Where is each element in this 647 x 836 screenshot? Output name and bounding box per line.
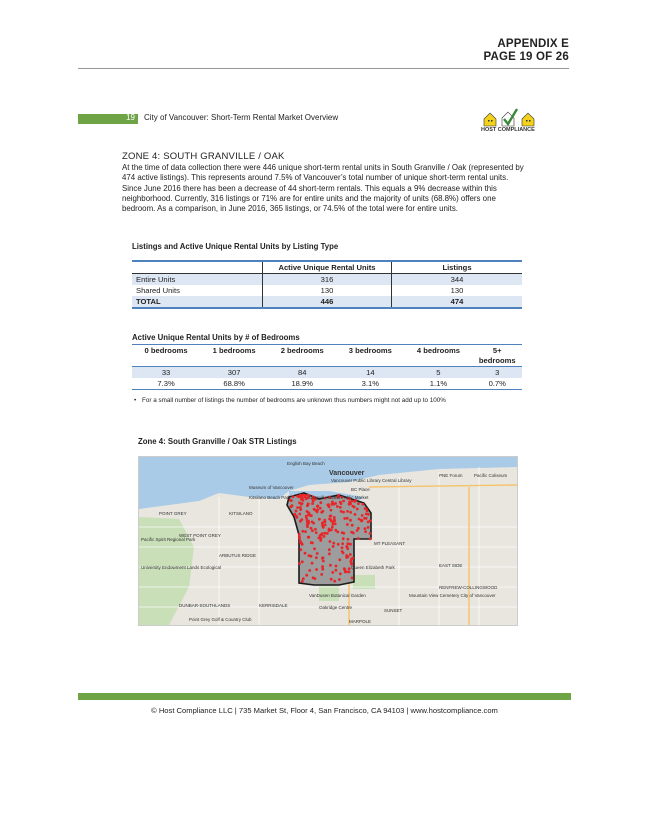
listing-point bbox=[311, 542, 314, 545]
listing-point bbox=[290, 505, 293, 508]
listing-point bbox=[342, 500, 345, 503]
table-row bbox=[132, 367, 522, 379]
listing-point bbox=[311, 529, 314, 532]
listing-point bbox=[305, 574, 308, 577]
listing-point bbox=[335, 565, 338, 568]
listing-point bbox=[304, 494, 307, 497]
listing-point bbox=[307, 502, 310, 505]
map-label: DUNBAR-SOUTHLANDS bbox=[179, 603, 231, 608]
units-cell: 446 bbox=[263, 296, 392, 308]
map-label: VanDusen Botanical Garden bbox=[309, 593, 366, 598]
listing-point bbox=[320, 573, 323, 576]
percent-cell: 3.1% bbox=[336, 378, 404, 390]
listing-point bbox=[301, 560, 304, 563]
listing-point bbox=[312, 576, 315, 579]
listing-point bbox=[292, 495, 295, 498]
map-label: MARPOLE bbox=[349, 619, 372, 624]
listing-point bbox=[342, 537, 345, 540]
map-label: KERRISDALE bbox=[259, 603, 288, 608]
zone-paragraph: At the time of data collection there were 446 unique short-term rental units in South Granville / Oak (represented by 474 active listings). This represents around 7.5% of Vancouver’s total number of unique short-term rental units. Since June 2016 there has been a decrease of 44 short-term rentals. This equals a 9% decrease within this neighborhood. Currently, 316 listings or 71% are for entire units and the majority of units (68.8%) offers one bedroom. As a comparison, in June 2016, 365 listings, or 74.5% of the total were for entire units. bbox=[122, 163, 524, 214]
listing-point bbox=[333, 518, 336, 521]
listing-point bbox=[360, 520, 363, 523]
listing-point bbox=[336, 505, 339, 508]
listing-point bbox=[342, 511, 345, 514]
listing-point bbox=[351, 500, 354, 503]
listing-point bbox=[346, 547, 349, 550]
listing-point bbox=[320, 511, 323, 514]
listing-point bbox=[304, 552, 307, 555]
table-header-cell: 1 bedrooms bbox=[212, 346, 256, 355]
listing-point bbox=[337, 543, 340, 546]
listing-point bbox=[351, 577, 354, 580]
table-row bbox=[132, 274, 522, 286]
count-cell: 14 bbox=[336, 367, 404, 379]
listing-point bbox=[295, 510, 298, 513]
listing-point bbox=[367, 526, 370, 529]
listing-point bbox=[313, 547, 316, 550]
listing-point bbox=[369, 532, 372, 535]
listing-point bbox=[352, 505, 355, 508]
listing-point bbox=[341, 531, 344, 534]
listings-cell: 474 bbox=[392, 296, 523, 308]
footer-text: © Host Compliance LLC | 735 Market St, Floor 4, San Francisco, CA 94103 | www.hostcompliance.com bbox=[151, 706, 498, 715]
listing-point bbox=[322, 556, 325, 559]
bedroom-footnote bbox=[134, 397, 522, 405]
listing-point bbox=[362, 503, 365, 506]
listing-point bbox=[306, 525, 309, 528]
listing-point bbox=[302, 499, 305, 502]
bedroom-table bbox=[132, 344, 522, 390]
map-label: SUNSET bbox=[384, 608, 403, 613]
map-label: KITSILANO bbox=[229, 511, 253, 516]
listing-point bbox=[322, 560, 325, 563]
str-listings-map[interactable] bbox=[138, 456, 518, 626]
listing-point bbox=[315, 531, 318, 534]
listing-point bbox=[350, 561, 353, 564]
listing-point bbox=[321, 565, 324, 568]
listing-point bbox=[299, 506, 302, 509]
percent-cell: 7.3% bbox=[132, 378, 200, 390]
listing-point bbox=[349, 553, 352, 556]
listing-point bbox=[339, 501, 342, 504]
map-label: Kitsilano Beach Park bbox=[249, 495, 291, 500]
footer-bar bbox=[78, 693, 571, 700]
listing-point bbox=[308, 536, 311, 539]
listing-point bbox=[343, 567, 346, 570]
listing-point bbox=[346, 510, 349, 513]
listing-point bbox=[361, 514, 364, 517]
listing-point bbox=[302, 577, 305, 580]
listing-point bbox=[310, 527, 313, 530]
table-row bbox=[132, 285, 522, 296]
table-header-cell: Listings bbox=[392, 261, 523, 274]
top-divider bbox=[78, 68, 569, 69]
units-cell: 316 bbox=[263, 274, 392, 286]
table-row bbox=[132, 378, 522, 390]
listing-point bbox=[364, 530, 367, 533]
listing-point bbox=[321, 522, 324, 525]
listing-point bbox=[332, 503, 335, 506]
map-label: Museum of Vancouver bbox=[249, 485, 294, 490]
listing-point bbox=[326, 532, 329, 535]
listing-point bbox=[304, 530, 307, 533]
listing-point bbox=[338, 558, 341, 561]
listing-point bbox=[324, 520, 327, 523]
listing-point bbox=[308, 569, 311, 572]
listing-point bbox=[329, 540, 332, 543]
table-header-cell bbox=[132, 261, 263, 274]
table-header-cell: 5+ bedrooms bbox=[478, 346, 516, 365]
table-header-row bbox=[132, 345, 522, 367]
listing-point bbox=[347, 538, 350, 541]
listing-point bbox=[324, 524, 327, 527]
listing-point bbox=[365, 513, 368, 516]
listing-point bbox=[356, 508, 359, 511]
listing-point bbox=[338, 578, 341, 581]
listing-point bbox=[346, 517, 349, 520]
listing-point bbox=[319, 501, 322, 504]
table-header-row bbox=[132, 261, 522, 274]
map-label: Oakridge Centre bbox=[319, 605, 353, 610]
listing-point bbox=[328, 528, 331, 531]
listing-point bbox=[365, 508, 368, 511]
listing-point bbox=[314, 528, 317, 531]
count-cell: 33 bbox=[132, 367, 200, 379]
listing-point bbox=[296, 495, 299, 498]
listing-point bbox=[353, 500, 356, 503]
listing-point bbox=[311, 521, 314, 524]
listing-point bbox=[331, 526, 334, 529]
listing-point bbox=[327, 503, 330, 506]
listing-point bbox=[313, 508, 316, 511]
listings-cell: 344 bbox=[392, 274, 523, 286]
count-cell: 307 bbox=[200, 367, 268, 379]
map-label: Queen Elizabeth Park bbox=[351, 565, 395, 570]
count-cell: 5 bbox=[404, 367, 472, 379]
listing-point bbox=[298, 562, 301, 565]
map-label: BC Place bbox=[351, 487, 370, 492]
footnote-text: For a small number of listings the number of bedrooms are unknown thus numbers might not add up to 100% bbox=[142, 397, 446, 404]
listing-point bbox=[331, 523, 334, 526]
listing-point bbox=[311, 562, 314, 565]
listing-point bbox=[320, 537, 323, 540]
listing-point bbox=[332, 545, 335, 548]
listing-point bbox=[301, 543, 304, 546]
listing-point bbox=[332, 521, 335, 524]
table-header-cell: 2 bedrooms bbox=[280, 346, 324, 355]
page-number-bar bbox=[78, 114, 138, 124]
map-label: Pacific Coliseum bbox=[474, 473, 508, 478]
listing-point bbox=[335, 569, 338, 572]
bullet-icon: • bbox=[134, 397, 137, 404]
listing-point bbox=[346, 523, 349, 526]
listing-point bbox=[296, 516, 299, 519]
map-label: Mountain View Cemetery City of Vancouver bbox=[409, 593, 496, 598]
map-label: Vancouver bbox=[329, 470, 365, 477]
listing-point bbox=[351, 524, 354, 527]
listing-point bbox=[333, 580, 336, 583]
listing-point bbox=[296, 506, 299, 509]
listing-point bbox=[339, 506, 342, 509]
listings-cell: 130 bbox=[450, 286, 464, 295]
listing-point bbox=[348, 503, 351, 506]
listing-point bbox=[349, 543, 352, 546]
count-cell: 3 bbox=[472, 367, 522, 379]
listing-point bbox=[321, 568, 324, 571]
listing-point bbox=[357, 502, 360, 505]
percent-cell: 68.8% bbox=[200, 378, 268, 390]
listing-point bbox=[305, 516, 308, 519]
listing-point bbox=[354, 513, 357, 516]
listing-point bbox=[329, 564, 332, 567]
percent-cell: 1.1% bbox=[404, 378, 472, 390]
map-label: WEST POINT GREY bbox=[179, 533, 221, 538]
map-label: POINT GREY bbox=[159, 511, 187, 516]
listing-point bbox=[332, 542, 335, 545]
zone-heading: ZONE 4: SOUTH GRANVILLE / OAK bbox=[122, 151, 285, 162]
listing-point bbox=[357, 537, 360, 540]
listing-point bbox=[300, 518, 303, 521]
listing-point bbox=[367, 521, 370, 524]
listing-point bbox=[356, 529, 359, 532]
listing-point bbox=[324, 532, 327, 535]
listing-table-title: Listings and Active Unique Rental Units by Listing Type bbox=[132, 242, 339, 251]
listing-point bbox=[341, 550, 344, 553]
map-label: Point Grey Golf & Country Club bbox=[189, 617, 252, 622]
bedroom-table-title: Active Unique Rental Units by # of Bedrooms bbox=[132, 333, 300, 342]
listing-point bbox=[330, 578, 333, 581]
listing-point bbox=[345, 556, 348, 559]
listing-point bbox=[316, 505, 319, 508]
map-label: Pacific Spirit Regional Park bbox=[141, 537, 196, 542]
page-of-label: PAGE 19 OF 26 bbox=[483, 51, 569, 63]
listing-point bbox=[310, 555, 313, 558]
listing-point bbox=[301, 580, 304, 583]
listing-point bbox=[315, 556, 318, 559]
map-label: ARBUTUS RIDGE bbox=[219, 553, 257, 558]
listing-point bbox=[298, 501, 301, 504]
listing-point bbox=[328, 553, 331, 556]
listing-point bbox=[336, 531, 339, 534]
listing-point bbox=[307, 520, 310, 523]
document-title: City of Vancouver: Short-Term Rental Market Overview bbox=[144, 113, 339, 122]
listing-point bbox=[345, 570, 348, 573]
listing-point bbox=[311, 502, 314, 505]
listing-point bbox=[339, 572, 342, 575]
row-label: TOTAL bbox=[132, 296, 263, 308]
listing-point bbox=[328, 548, 331, 551]
listing-point bbox=[298, 535, 301, 538]
listing-point bbox=[350, 531, 353, 534]
listing-point bbox=[369, 537, 372, 540]
logo-text: HOST COMPLIANCE bbox=[481, 127, 535, 133]
percent-cell: 18.9% bbox=[268, 378, 336, 390]
map-label: Granville Island Public Market bbox=[309, 495, 369, 500]
listing-type-table bbox=[132, 260, 522, 309]
listing-point bbox=[343, 517, 346, 520]
listing-point bbox=[341, 542, 344, 545]
map-title: Zone 4: South Granville / Oak STR Listings bbox=[138, 437, 297, 446]
listing-point bbox=[341, 546, 344, 549]
listing-point bbox=[351, 557, 354, 560]
map-label: University Endowment Lands Ecological bbox=[141, 565, 222, 570]
listing-point bbox=[298, 533, 301, 536]
listing-point bbox=[348, 571, 351, 574]
map-label: Vancouver Public Library Central Library bbox=[331, 478, 412, 483]
row-label: Shared Units bbox=[132, 285, 263, 296]
listing-point bbox=[340, 510, 343, 513]
map-label: English Bay Beach bbox=[287, 461, 325, 466]
listing-point bbox=[308, 512, 311, 515]
listing-point bbox=[349, 511, 352, 514]
listing-point bbox=[365, 517, 368, 520]
appendix-label: APPENDIX E bbox=[497, 38, 569, 50]
listing-point bbox=[323, 535, 326, 538]
listing-point bbox=[329, 515, 332, 518]
percent-cell: 0.7% bbox=[472, 378, 522, 390]
table-header-cell: 4 bedrooms bbox=[416, 346, 460, 355]
map-label: MT PLEASANT bbox=[374, 541, 406, 546]
appendix-header bbox=[484, 38, 569, 64]
listing-point bbox=[349, 519, 352, 522]
table-row-total bbox=[132, 296, 522, 308]
map-label: EAST SIDE bbox=[439, 563, 463, 568]
table-header-cell: 3 bedrooms bbox=[348, 346, 392, 355]
map-label: RENFREW-COLLINGWOOD bbox=[439, 585, 498, 590]
listing-point bbox=[298, 513, 301, 516]
listing-point bbox=[331, 571, 334, 574]
listing-point bbox=[318, 518, 321, 521]
row-label: Entire Units bbox=[132, 274, 263, 286]
map-label: PNE Forum bbox=[439, 473, 463, 478]
page-number: 19 bbox=[126, 113, 135, 122]
listing-point bbox=[364, 527, 367, 530]
table-header-cell: 0 bedrooms bbox=[144, 346, 188, 355]
listing-point bbox=[315, 568, 318, 571]
listing-point bbox=[293, 513, 296, 516]
table-header-cell: Active Unique Rental Units bbox=[263, 261, 392, 274]
listing-point bbox=[330, 509, 333, 512]
units-cell: 130 bbox=[263, 285, 392, 296]
count-cell: 84 bbox=[268, 367, 336, 379]
listing-point bbox=[346, 542, 349, 545]
listing-point bbox=[301, 530, 304, 533]
listing-point bbox=[316, 552, 319, 555]
listing-point bbox=[299, 548, 302, 551]
listing-point bbox=[319, 507, 322, 510]
